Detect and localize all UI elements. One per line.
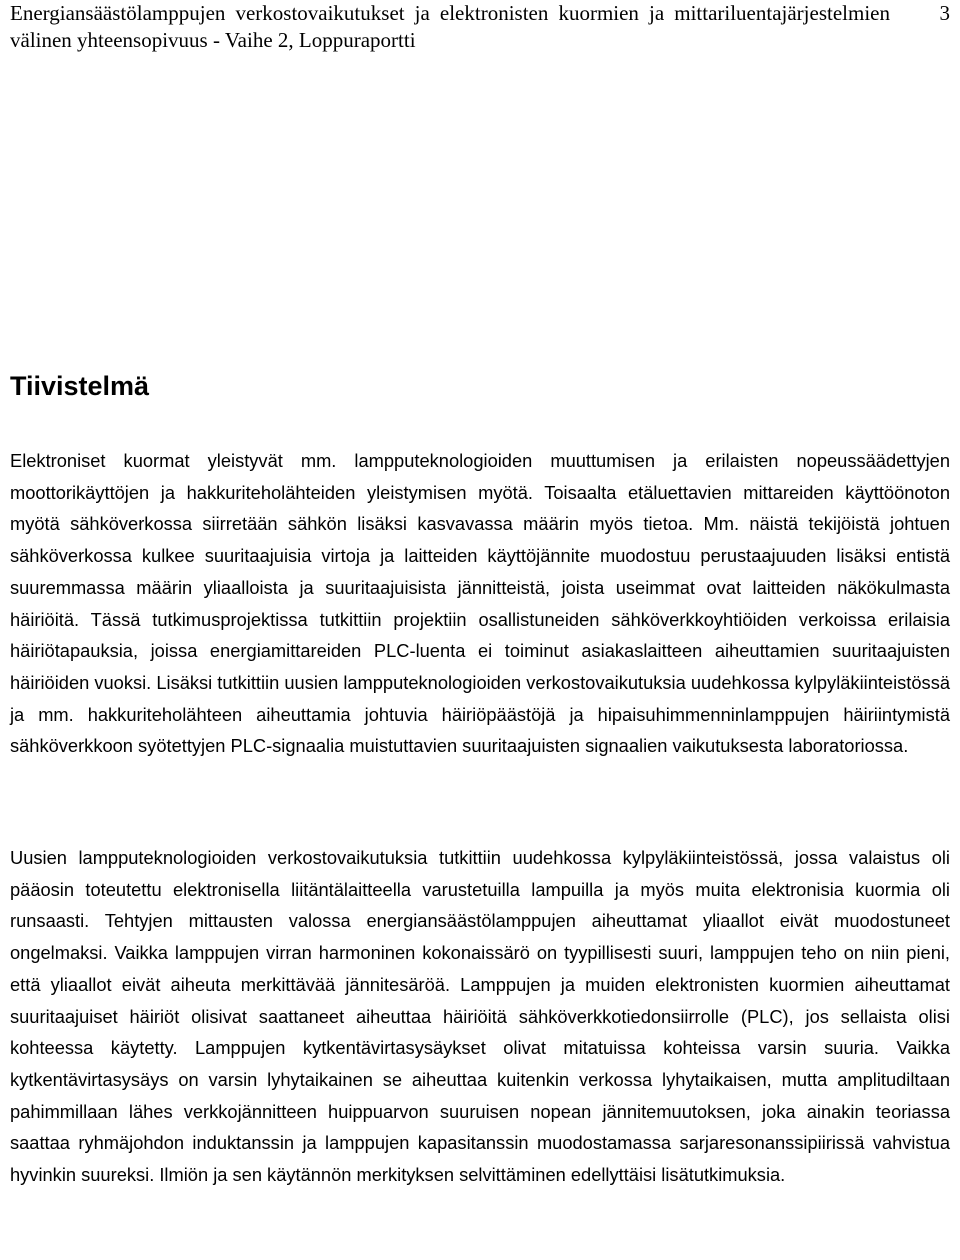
abstract-paragraph-2: Uusien lampputeknologioiden verkostovaikutuksia tutkittiin uudehkossa kylpyläkiinteistössä, jossa valaistus oli pääosin toteutettu elektronisella liitäntälaitteella varustetuilla lampuilla ja myös muita elektronisia kuormia oli runsaasti. Tehtyjen mittausten valossa energiansäästölamppujen aiheuttamat yliaallot eivät muodostuneet ongelmaksi. Vaikka lamppujen virran harmoninen kokonaissärö on tyypillisesti suuri, lamppujen teho on niin pieni, että yliaallot eivät aiheuta merkittävää jännitesäröä. Lamppujen ja muiden elektronisten kuormien aiheuttamat suuritaajuiset häiriöt olisivat saattaneet aiheuttaa häiriöitä sähköverkkotiedonsiirrolle (PLC), jos sellaista olisi kohteessa käytetty. Lamppujen kytkentävirtasysäykset olivat mitatuissa kohteissa varsin suuria. Vaikka kytkentävirtasysäys on varsin lyhytaikainen se aiheuttaa kuitenkin verkossa lyhytaikaisen, mutta amplitudiltaan pahimmillaan lähes verkkojännitteen huippuarvon suuruisen nopean jännitemuutoksen, joka ainakin teoriassa saattaa ryhmäjohdon induktanssin ja lamppujen kapasitanssin muodostamassa sarjaresonanssipiirissä vahvistua hyvinkin suureksi. Ilmiön ja sen käytännön merkityksen selvittäminen edellyttäisi lisätutkimuksia. xyxy=(10,847,950,1186)
report-title: Energiansäästölamppujen verkostovaikutukset ja elektronisten kuormien ja mittariluentajärjestelmien välinen yhteensopivuus - Vaihe 2, Loppuraportti xyxy=(10,1,890,52)
page-number: 3 xyxy=(939,1,950,25)
document-page xyxy=(10,0,950,1186)
section-heading: Tiivistelmä xyxy=(10,371,150,401)
running-header xyxy=(10,0,950,54)
abstract-paragraph-1: Elektroniset kuormat yleistyvät mm. lampputeknologioiden muuttumisen ja erilaisten nopeussäädettyjen moottorikäyttöjen ja hakkuriteholähteiden yleistymisen myötä. Toisaalta etäluettavien mittareiden käyttöönoton myötä sähköverkossa siirretään sähkön lisäksi kasvavassa määrin myös tietoa. Mm. näistä tekijöistä johtuen sähköverkossa kulkee suuritaajuisia virtoja ja laitteiden käyttöjännite muodostuu perustaajuuden lisäksi entistä suuremmassa määrin yliaalloista ja suuritaajuisista jännitteistä, joista useimmat ovat laitteiden näkökulmasta häiriöitä. Tässä tutkimusprojektissa tutkittiin projektiin osallistuneiden sähköverkkoyhtiöiden verkoissa erilaisia häiriötapauksia, joissa energiamittareiden PLC-luenta ei toiminut asiakaslaitteen aiheuttamien suuritaajuisten häiriöiden vuoksi. Lisäksi tutkittiin uusien lampputeknologioiden verkostovaikutuksia uudehkossa kylpyläkiinteistössä ja mm. hakkuriteholähteen aiheuttamia johtuvia häiriöpäästöjä ja hipaisuhimmenninlamppujen häiriintymistä sähköverkkoon syötettyjen PLC-signaalia muistuttavien suuritaajuisten signaalien vaikutuksesta laboratoriossa. xyxy=(10,450,950,757)
